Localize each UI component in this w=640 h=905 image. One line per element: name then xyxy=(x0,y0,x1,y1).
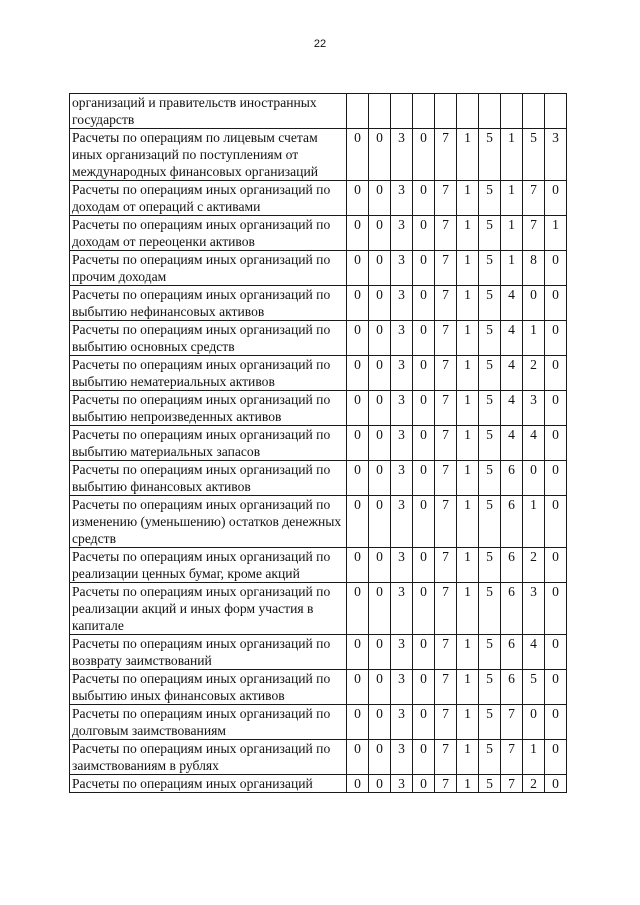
code-digit: 0 xyxy=(369,635,391,670)
code-digit xyxy=(479,94,501,129)
table-row xyxy=(70,426,567,461)
code-digit: 0 xyxy=(545,583,567,635)
code-digit: 0 xyxy=(347,391,369,426)
row-description: Расчеты по операциям иных организаций по выбытию иных финансовых активов xyxy=(70,670,347,705)
accounts-code-table xyxy=(69,93,567,793)
code-digit: 1 xyxy=(501,129,523,181)
code-digit: 0 xyxy=(347,705,369,740)
code-digit: 0 xyxy=(413,426,435,461)
code-digit: 5 xyxy=(479,775,501,793)
code-digit xyxy=(435,94,457,129)
code-digit: 0 xyxy=(369,251,391,286)
code-digit: 0 xyxy=(523,461,545,496)
code-digit: 7 xyxy=(435,548,457,583)
code-digit: 5 xyxy=(479,321,501,356)
code-digit xyxy=(545,94,567,129)
code-digit: 6 xyxy=(501,548,523,583)
code-digit: 0 xyxy=(369,583,391,635)
code-digit xyxy=(523,94,545,129)
code-digit: 3 xyxy=(391,635,413,670)
code-digit xyxy=(457,94,479,129)
code-digit: 0 xyxy=(369,286,391,321)
code-digit: 7 xyxy=(523,216,545,251)
code-digit: 7 xyxy=(435,251,457,286)
code-digit: 0 xyxy=(545,670,567,705)
code-digit: 7 xyxy=(435,356,457,391)
code-digit: 1 xyxy=(457,391,479,426)
code-digit: 0 xyxy=(545,548,567,583)
code-digit: 1 xyxy=(457,548,479,583)
table-row xyxy=(70,740,567,775)
code-digit: 6 xyxy=(501,496,523,548)
code-digit: 0 xyxy=(413,461,435,496)
code-digit: 0 xyxy=(413,181,435,216)
code-digit: 0 xyxy=(523,286,545,321)
row-description: Расчеты по операциям иных организаций по реализации ценных бумаг, кроме акций xyxy=(70,548,347,583)
code-digit: 3 xyxy=(523,391,545,426)
table-row xyxy=(70,129,567,181)
code-digit: 7 xyxy=(435,496,457,548)
code-digit: 6 xyxy=(501,583,523,635)
code-digit: 1 xyxy=(457,356,479,391)
row-description: Расчеты по операциям иных организаций по возврату заимствований xyxy=(70,635,347,670)
code-digit: 0 xyxy=(545,740,567,775)
row-description: Расчеты по операциям иных организаций по долговым заимствованиям xyxy=(70,705,347,740)
code-digit: 5 xyxy=(479,583,501,635)
code-digit: 3 xyxy=(391,705,413,740)
code-digit: 1 xyxy=(523,740,545,775)
row-description: Расчеты по операциям по лицевым счетам иных организаций по поступлениям от международных финансовых организаций xyxy=(70,129,347,181)
code-digit: 0 xyxy=(413,356,435,391)
row-description: Расчеты по операциям иных организаций по доходам от операций с активами xyxy=(70,181,347,216)
code-digit: 7 xyxy=(435,216,457,251)
code-digit: 0 xyxy=(369,548,391,583)
table-row xyxy=(70,461,567,496)
code-digit: 6 xyxy=(501,461,523,496)
code-digit: 0 xyxy=(369,461,391,496)
code-digit: 3 xyxy=(391,356,413,391)
code-digit: 4 xyxy=(501,356,523,391)
table-row xyxy=(70,286,567,321)
table-row xyxy=(70,670,567,705)
code-digit: 0 xyxy=(369,356,391,391)
code-digit: 1 xyxy=(457,321,479,356)
code-digit: 0 xyxy=(369,496,391,548)
code-digit: 0 xyxy=(413,496,435,548)
code-digit: 0 xyxy=(413,635,435,670)
code-digit: 1 xyxy=(457,426,479,461)
code-digit: 7 xyxy=(501,740,523,775)
code-digit: 0 xyxy=(545,181,567,216)
code-digit: 0 xyxy=(545,426,567,461)
table-row xyxy=(70,216,567,251)
row-description: Расчеты по операциям иных организаций по выбытию непроизведенных активов xyxy=(70,391,347,426)
code-digit: 3 xyxy=(391,321,413,356)
code-digit: 7 xyxy=(435,461,457,496)
row-description: Расчеты по операциям иных организаций по прочим доходам xyxy=(70,251,347,286)
code-digit: 0 xyxy=(347,670,369,705)
row-description: Расчеты по операциям иных организаций по выбытию финансовых активов xyxy=(70,461,347,496)
table-row xyxy=(70,251,567,286)
code-digit: 1 xyxy=(523,496,545,548)
code-digit: 0 xyxy=(413,740,435,775)
code-digit: 4 xyxy=(501,321,523,356)
code-digit: 5 xyxy=(479,129,501,181)
code-digit: 0 xyxy=(413,251,435,286)
page-number: 22 xyxy=(313,38,327,50)
code-digit: 1 xyxy=(501,216,523,251)
code-digit: 5 xyxy=(523,129,545,181)
code-digit: 0 xyxy=(545,461,567,496)
code-digit: 0 xyxy=(369,705,391,740)
code-digit: 0 xyxy=(545,496,567,548)
code-digit: 3 xyxy=(391,181,413,216)
code-digit: 0 xyxy=(413,129,435,181)
code-digit: 4 xyxy=(523,426,545,461)
code-digit: 0 xyxy=(413,670,435,705)
code-digit: 8 xyxy=(523,251,545,286)
row-description: Расчеты по операциям иных организаций по выбытию материальных запасов xyxy=(70,426,347,461)
code-digit: 5 xyxy=(479,670,501,705)
code-digit: 5 xyxy=(479,216,501,251)
code-digit: 1 xyxy=(457,251,479,286)
table-row xyxy=(70,94,567,129)
code-digit: 5 xyxy=(479,496,501,548)
code-digit: 3 xyxy=(391,496,413,548)
code-digit: 4 xyxy=(501,391,523,426)
code-digit: 1 xyxy=(545,216,567,251)
code-digit: 4 xyxy=(501,426,523,461)
code-digit: 0 xyxy=(413,321,435,356)
code-digit: 0 xyxy=(369,181,391,216)
code-digit: 1 xyxy=(457,461,479,496)
row-description: Расчеты по операциям иных организаций по выбытию нефинансовых активов xyxy=(70,286,347,321)
row-description: Расчеты по операциям иных организаций по выбытию нематериальных активов xyxy=(70,356,347,391)
code-digit: 0 xyxy=(545,635,567,670)
code-digit: 7 xyxy=(523,181,545,216)
code-digit: 1 xyxy=(457,216,479,251)
code-digit: 1 xyxy=(523,321,545,356)
code-digit: 5 xyxy=(479,705,501,740)
code-digit: 0 xyxy=(347,775,369,793)
code-digit: 5 xyxy=(479,635,501,670)
code-digit: 0 xyxy=(413,216,435,251)
code-digit: 5 xyxy=(479,251,501,286)
code-digit: 0 xyxy=(347,356,369,391)
code-digit xyxy=(347,94,369,129)
table-row xyxy=(70,181,567,216)
table-row xyxy=(70,356,567,391)
code-digit xyxy=(391,94,413,129)
code-digit: 0 xyxy=(545,356,567,391)
code-digit: 0 xyxy=(347,321,369,356)
code-digit: 0 xyxy=(347,129,369,181)
table-row xyxy=(70,321,567,356)
code-digit xyxy=(413,94,435,129)
code-digit: 5 xyxy=(479,461,501,496)
code-digit: 0 xyxy=(347,426,369,461)
code-digit: 7 xyxy=(435,321,457,356)
code-digit: 0 xyxy=(347,216,369,251)
code-digit: 0 xyxy=(523,705,545,740)
code-digit: 7 xyxy=(435,635,457,670)
code-digit: 0 xyxy=(369,391,391,426)
code-digit: 1 xyxy=(457,583,479,635)
row-description: Расчеты по операциям иных организаций xyxy=(70,775,347,793)
code-digit: 5 xyxy=(479,356,501,391)
code-digit: 1 xyxy=(457,496,479,548)
code-digit xyxy=(501,94,523,129)
code-digit: 0 xyxy=(413,705,435,740)
code-digit: 7 xyxy=(501,705,523,740)
code-digit: 0 xyxy=(545,251,567,286)
code-digit: 7 xyxy=(435,286,457,321)
table-row xyxy=(70,705,567,740)
code-digit: 0 xyxy=(369,740,391,775)
code-digit: 0 xyxy=(413,775,435,793)
code-digit: 0 xyxy=(413,391,435,426)
row-description: Расчеты по операциям иных организаций по заимствованиям в рублях xyxy=(70,740,347,775)
code-digit: 0 xyxy=(413,548,435,583)
code-digit: 3 xyxy=(391,129,413,181)
code-digit: 0 xyxy=(347,548,369,583)
code-digit: 0 xyxy=(369,426,391,461)
code-digit: 0 xyxy=(347,583,369,635)
code-digit: 5 xyxy=(523,670,545,705)
code-digit: 3 xyxy=(391,583,413,635)
code-digit: 0 xyxy=(545,321,567,356)
table-row xyxy=(70,635,567,670)
row-description: организаций и правительств иностранных государств xyxy=(70,94,347,129)
code-digit: 7 xyxy=(435,670,457,705)
code-digit: 1 xyxy=(457,705,479,740)
code-digit: 0 xyxy=(347,181,369,216)
table-row xyxy=(70,496,567,548)
code-digit xyxy=(369,94,391,129)
code-digit: 1 xyxy=(501,181,523,216)
code-digit: 0 xyxy=(347,496,369,548)
code-digit: 3 xyxy=(391,391,413,426)
code-digit: 0 xyxy=(369,129,391,181)
code-digit: 0 xyxy=(369,670,391,705)
code-digit: 1 xyxy=(457,635,479,670)
code-digit: 1 xyxy=(457,286,479,321)
code-digit: 3 xyxy=(391,216,413,251)
code-digit: 5 xyxy=(479,286,501,321)
code-digit: 3 xyxy=(391,426,413,461)
row-description: Расчеты по операциям иных организаций по изменению (уменьшению) остатков денежных средств xyxy=(70,496,347,548)
code-digit: 1 xyxy=(457,181,479,216)
code-digit: 6 xyxy=(501,635,523,670)
code-digit: 7 xyxy=(435,705,457,740)
table-row xyxy=(70,775,567,793)
code-digit: 7 xyxy=(435,426,457,461)
code-digit: 0 xyxy=(545,705,567,740)
code-digit: 2 xyxy=(523,548,545,583)
code-digit: 0 xyxy=(347,286,369,321)
code-digit: 3 xyxy=(391,740,413,775)
code-digit: 0 xyxy=(413,583,435,635)
code-digit: 3 xyxy=(391,548,413,583)
row-description: Расчеты по операциям иных организаций по реализации акций и иных форм участия в капитале xyxy=(70,583,347,635)
code-digit: 3 xyxy=(391,251,413,286)
code-digit: 3 xyxy=(391,775,413,793)
table-body xyxy=(70,94,567,793)
code-digit: 7 xyxy=(435,583,457,635)
code-digit: 5 xyxy=(479,548,501,583)
table-row xyxy=(70,583,567,635)
code-digit: 1 xyxy=(457,775,479,793)
code-digit: 0 xyxy=(347,635,369,670)
code-digit: 7 xyxy=(435,181,457,216)
code-digit: 0 xyxy=(545,391,567,426)
code-digit: 0 xyxy=(347,251,369,286)
code-digit: 5 xyxy=(479,426,501,461)
code-digit: 3 xyxy=(545,129,567,181)
code-digit: 0 xyxy=(347,740,369,775)
code-digit: 0 xyxy=(545,286,567,321)
table-row xyxy=(70,391,567,426)
code-digit: 0 xyxy=(413,286,435,321)
table-row xyxy=(70,548,567,583)
row-description: Расчеты по операциям иных организаций по выбытию основных средств xyxy=(70,321,347,356)
code-digit: 1 xyxy=(501,251,523,286)
code-digit: 4 xyxy=(523,635,545,670)
code-digit: 0 xyxy=(369,216,391,251)
code-digit: 1 xyxy=(457,670,479,705)
code-digit: 1 xyxy=(457,129,479,181)
code-digit: 7 xyxy=(435,129,457,181)
code-digit: 5 xyxy=(479,181,501,216)
code-digit: 7 xyxy=(435,391,457,426)
row-description: Расчеты по операциям иных организаций по доходам от переоценки активов xyxy=(70,216,347,251)
code-digit: 7 xyxy=(435,740,457,775)
code-digit: 0 xyxy=(545,775,567,793)
code-digit: 1 xyxy=(457,740,479,775)
code-digit: 2 xyxy=(523,775,545,793)
code-digit: 0 xyxy=(347,461,369,496)
code-digit: 3 xyxy=(391,286,413,321)
code-digit: 2 xyxy=(523,356,545,391)
code-digit: 7 xyxy=(435,775,457,793)
code-digit: 3 xyxy=(523,583,545,635)
code-digit: 0 xyxy=(369,321,391,356)
code-digit: 7 xyxy=(501,775,523,793)
code-digit: 0 xyxy=(369,775,391,793)
code-digit: 3 xyxy=(391,670,413,705)
code-digit: 4 xyxy=(501,286,523,321)
code-digit: 3 xyxy=(391,461,413,496)
code-digit: 5 xyxy=(479,740,501,775)
code-digit: 5 xyxy=(479,391,501,426)
code-digit: 6 xyxy=(501,670,523,705)
